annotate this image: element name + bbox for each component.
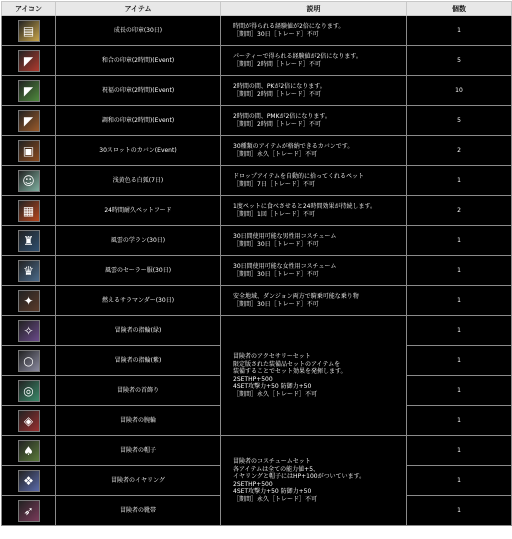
description-line: ［期間］1回［トレード］不可 [233,210,315,218]
item-description [221,136,407,166]
icon-glyph: ✦ [23,293,34,308]
backpack-icon [18,140,40,162]
item-name: 冒険者の首飾り [56,376,221,406]
icon-glyph: ◤ [23,113,34,128]
scroll-red-icon [18,50,40,72]
icon-glyph: ➶ [23,503,34,518]
icon-glyph: ❖ [23,473,34,488]
ring-icon [18,350,40,372]
item-quantity: 1 [407,256,512,286]
description-line: 4SET攻撃力+50 防御力+50 [233,488,312,495]
item-description [221,316,407,436]
item-quantity: 1 [407,346,512,376]
header-icon: アイコン [2,2,56,16]
costume-icon [18,230,40,252]
description-line: ［期間］30日［トレード］不可 [233,300,319,308]
table-row [2,316,512,346]
description-line: 30種類のアイテムが格納できるカバンです。 [233,143,354,150]
description-line: 4SET攻撃力+50 防御力+50 [233,383,312,390]
item-description [221,106,407,136]
item-description [221,166,407,196]
item-quantity: 1 [407,286,512,316]
item-name: 和合の印章(2時間)(Event) [56,46,221,76]
icon-glyph: ▦ [22,203,35,218]
item-icon-cell [2,286,56,316]
description-line: 30日間使用可能な女性用コスチューム [233,263,337,270]
item-quantity: 10 [407,76,512,106]
item-icon-cell [2,376,56,406]
item-quantity: 1 [407,466,512,496]
table-row [2,16,512,46]
item-name: 風雲の学ラン(30日) [56,226,221,256]
icon-glyph: ♛ [23,263,34,278]
description-line: ［期間］2時間［トレード］不可 [233,60,321,68]
bracelet-icon [18,410,40,432]
book-icon [18,20,40,42]
necklace-icon [18,380,40,402]
item-icon-cell [2,406,56,436]
scroll-brown-icon [18,110,40,132]
description-line: 時間が得られる経験値が2倍になります。 [233,23,345,30]
table-row [2,166,512,196]
table-row [2,76,512,106]
item-name: 冒険者の腕輪 [56,406,221,436]
table-header-row [2,2,512,16]
item-description [221,436,407,526]
description-line: 2時間の間、PMKが2倍になります。 [233,113,331,120]
item-name: 冒険者のイヤリング [56,466,221,496]
table-row [2,256,512,286]
item-quantity: 5 [407,106,512,136]
description-line: ［期間］永久［トレード］不可 [233,495,318,503]
item-icon-cell [2,436,56,466]
item-name: 30スロットのカバン(Event) [56,136,221,166]
description-line: ドロップアイテムを自動的に拾ってくれるペット [233,173,365,180]
item-quantity: 2 [407,136,512,166]
description-line: 30日間使用可能な男性用コスチューム [233,233,337,240]
description-line: 安全地域、ダンジョン両方で騎乗可能な乗り物 [233,293,359,300]
description-line: パーティーで得られる経験値が2倍になります。 [233,53,362,60]
item-name: 風雲のセーラー服(30日) [56,256,221,286]
description-line: 2SETHP+500 [233,375,273,383]
item-name: 24時間耐久ペットフード [56,196,221,226]
header-item: アイテム [56,2,221,16]
table-row [2,436,512,466]
item-list-page [0,1,512,539]
item-quantity: 1 [407,436,512,466]
description-line: 冒険者のアクセサリーセット [233,353,311,360]
item-icon-cell [2,106,56,136]
salamander-icon [18,290,40,312]
description-line: イヤリングと帽子にはHP+100がついています。 [233,473,366,480]
description-line: ［期間］2時間［トレード］不可 [233,90,321,98]
icon-glyph: ◈ [23,413,34,428]
item-quantity: 1 [407,496,512,526]
description-line: 限定版された装備品セットのアイテムを [233,360,341,368]
icon-glyph: ◎ [23,383,34,398]
item-description [221,76,407,106]
item-description [221,256,407,286]
item-name: 燃えるサラマンダー(30日) [56,286,221,316]
icon-glyph: ▣ [22,143,35,158]
icon-glyph: ▤ [22,23,35,38]
item-quantity: 1 [407,316,512,346]
item-icon-cell [2,76,56,106]
wing-icon [18,500,40,522]
table-row [2,286,512,316]
table-row [2,46,512,76]
item-icon-cell [2,16,56,46]
item-description [221,46,407,76]
item-icon-cell [2,166,56,196]
item-icon-cell [2,196,56,226]
description-line: ［期間］30日［トレード］不可 [233,30,319,38]
description-line: ［期間］7日［トレード］不可 [233,180,315,188]
icon-glyph: ☺ [22,173,35,188]
item-description [221,226,407,256]
item-quantity: 1 [407,166,512,196]
item-name: 祝福の印章(2時間)(Event) [56,76,221,106]
pet-food-icon [18,200,40,222]
description-line: 各アイテムは全ての能力値+5、 [233,465,320,473]
dagger-icon [18,320,40,342]
item-quantity: 2 [407,196,512,226]
item-icon-cell [2,136,56,166]
item-name: 冒険者の靴帯 [56,496,221,526]
item-description [221,286,407,316]
header-quantity: 個数 [407,2,512,16]
sailor-costume-icon [18,260,40,282]
pet-icon [18,170,40,192]
description-line: ［期間］永久［トレード］不可 [233,390,318,398]
table-row [2,196,512,226]
icon-glyph: ✧ [23,323,34,338]
table-row [2,136,512,166]
description-line: ［期間］永久［トレード］不可 [233,150,318,158]
item-table [1,1,512,526]
description-line: 2SETHP+500 [233,480,273,488]
item-name: 浅黄色る白狐(7日) [56,166,221,196]
icon-glyph: ♜ [23,233,34,248]
item-quantity: 1 [407,406,512,436]
item-icon-cell [2,466,56,496]
item-name: 冒険者の帽子 [56,436,221,466]
description-line: 2時間の間、PKが2倍になります。 [233,83,326,90]
item-name: 冒険者の指輪(紫) [56,346,221,376]
item-icon-cell [2,226,56,256]
header-description: 説明 [221,2,407,16]
description-line: ［期間］30日［トレード］不可 [233,240,319,248]
table-row [2,106,512,136]
item-quantity: 1 [407,376,512,406]
description-line: ［期間］30日［トレード］不可 [233,270,319,278]
description-line: ［期間］2時間［トレード］不可 [233,120,321,128]
item-description [221,16,407,46]
icon-glyph: ♠ [23,443,34,458]
earring-icon [18,470,40,492]
icon-glyph: ◤ [23,53,34,68]
item-name: 成長の印章(30日) [56,16,221,46]
item-icon-cell [2,46,56,76]
item-name: 調和の印章(2時間)(Event) [56,106,221,136]
icon-glyph: ◤ [23,83,34,98]
description-line: 1度ペットに食べさせると24時間効果が持続します。 [233,203,376,210]
item-description [221,196,407,226]
scroll-green-icon [18,80,40,102]
item-quantity: 5 [407,46,512,76]
description-line: 冒険者のコスチュームセット [233,458,311,465]
item-icon-cell [2,346,56,376]
description-line: 装備することでセット効果を発揮します。 [233,368,347,375]
table-row [2,226,512,256]
item-name: 冒険者の指輪(緑) [56,316,221,346]
hat-icon [18,440,40,462]
item-quantity: 1 [407,226,512,256]
item-icon-cell [2,256,56,286]
icon-glyph: ○ [23,353,34,368]
item-quantity: 1 [407,16,512,46]
item-icon-cell [2,496,56,526]
item-icon-cell [2,316,56,346]
